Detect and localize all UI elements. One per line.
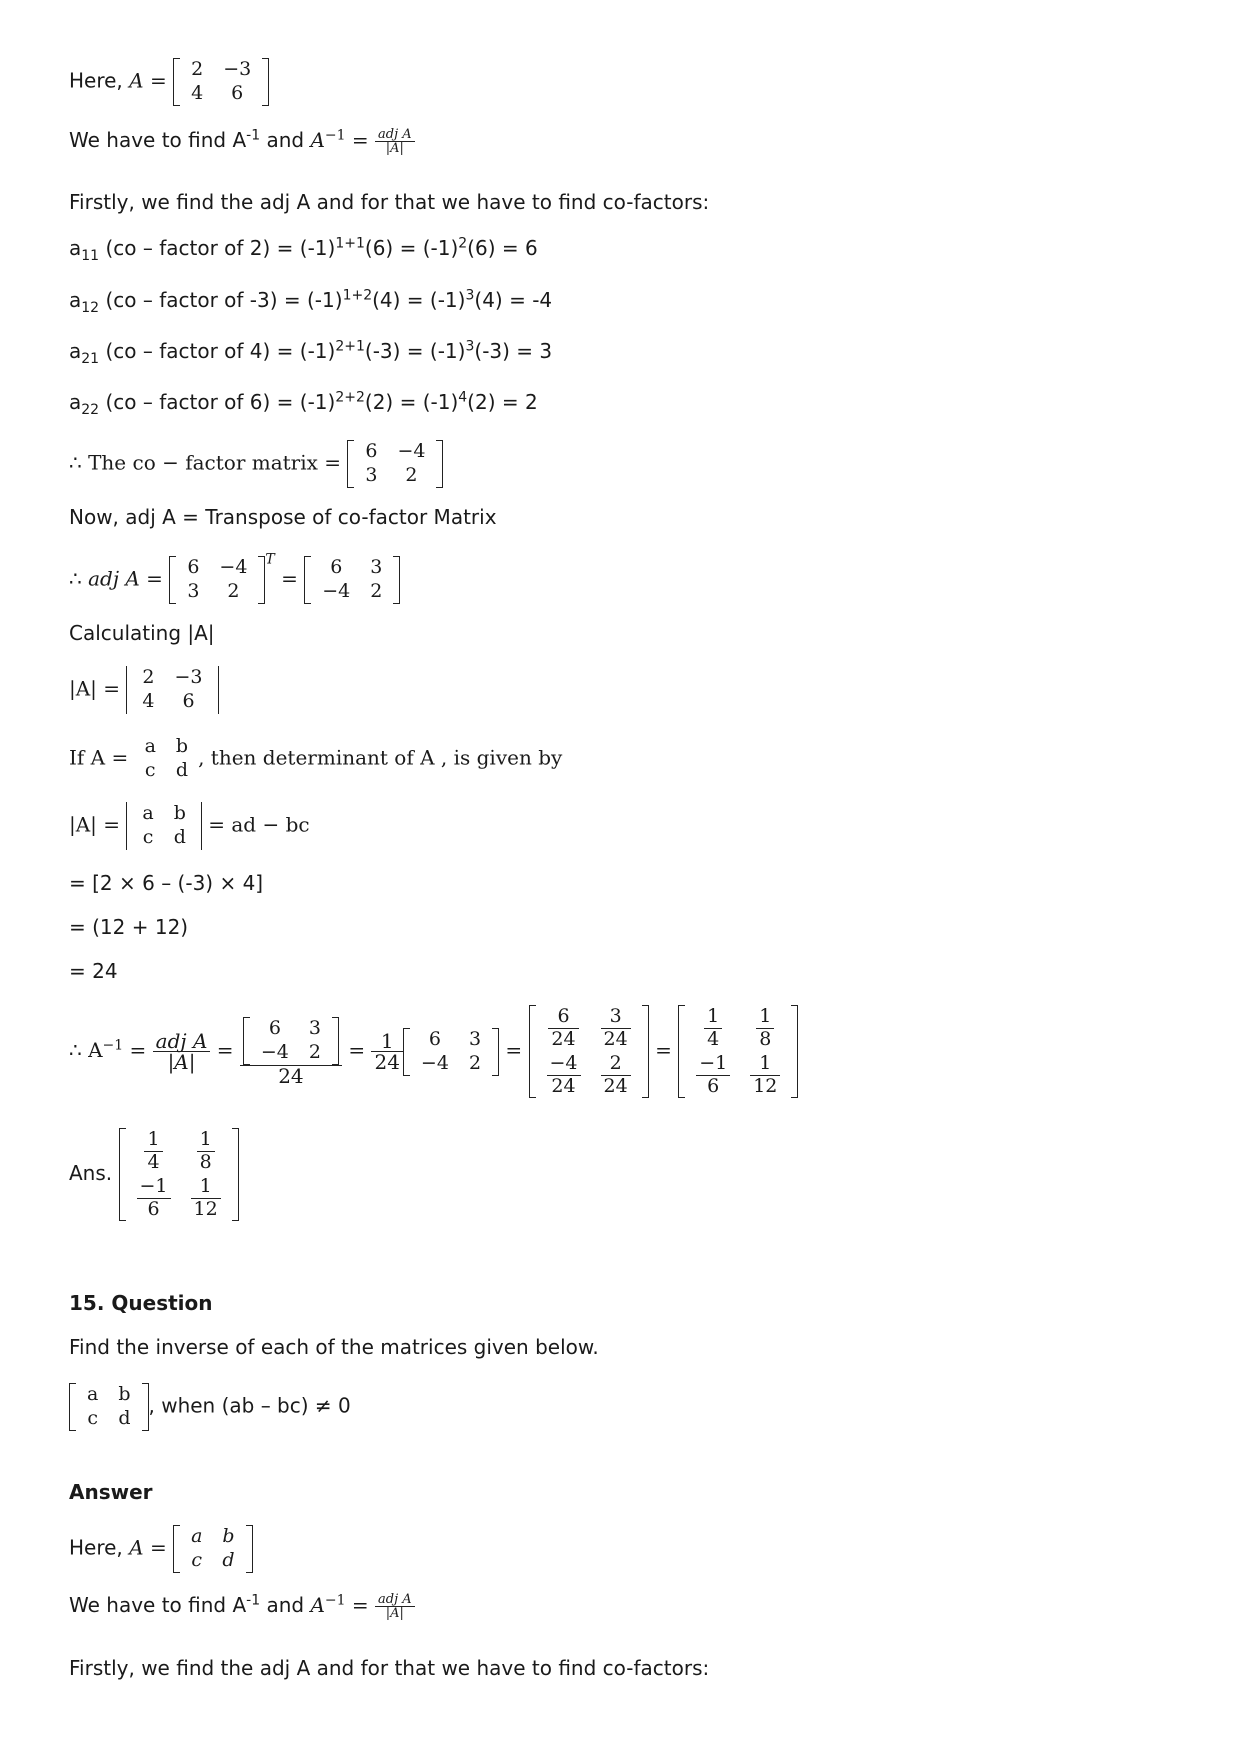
cell: d: [118, 1406, 131, 1429]
numerator: 1: [704, 1006, 722, 1029]
question-heading: 15. Question: [69, 1291, 213, 1315]
equals: =: [143, 68, 174, 93]
cell: 2: [191, 58, 204, 80]
cell: c: [87, 1406, 98, 1429]
general-matrix: [135, 735, 199, 783]
adj-definition: Now, adj A = Transpose of co-factor Matrix: [69, 505, 497, 529]
cell: −3: [174, 666, 203, 688]
superscript: 3: [465, 287, 475, 304]
numerator: 6: [548, 1006, 578, 1029]
denominator: 6: [147, 1197, 160, 1220]
cell: 2: [370, 579, 383, 602]
denominator: 24: [551, 1074, 576, 1097]
transpose-mark: T: [265, 551, 275, 568]
cell: 6: [268, 1017, 281, 1040]
cell: c: [144, 758, 156, 781]
text: (co – factor of 2) = (-1): [99, 236, 336, 260]
cell: 3: [468, 1027, 482, 1050]
text: (-3) = (-1): [364, 339, 466, 363]
answer-heading: Answer: [69, 1480, 153, 1504]
denominator: 24: [603, 1027, 628, 1050]
text: Here,: [69, 1535, 130, 1560]
cell: c: [191, 1548, 203, 1571]
numerator: 1: [750, 1053, 780, 1076]
cell: −4: [397, 440, 426, 462]
ans-label: Ans.: [69, 1161, 113, 1186]
superscript: 2: [458, 235, 468, 252]
denominator: |A|: [385, 1606, 404, 1621]
cell: 6: [365, 440, 378, 462]
cell: a: [191, 1525, 203, 1547]
cell: c: [142, 825, 154, 848]
fraction: [375, 128, 415, 155]
cofactor-a21: [69, 338, 553, 367]
cell: 6: [187, 556, 200, 578]
fraction-adj-over-det: [153, 1029, 211, 1075]
numerator: adj A: [375, 1593, 415, 1607]
cofactor-intro: Firstly, we find the adj A and for that we have to find co-factors:: [69, 190, 710, 214]
text: (co – factor of -3) = (-1): [99, 288, 343, 312]
denominator: 6: [707, 1074, 720, 1097]
cell: 6: [182, 689, 195, 712]
cell: 6: [330, 556, 343, 578]
text: (co – factor of 6) = (-1): [99, 390, 336, 414]
cell: b: [222, 1525, 235, 1547]
cell: −4: [260, 1041, 289, 1064]
cell: d: [175, 758, 189, 781]
text: a: [69, 390, 82, 414]
fraction: [375, 1593, 415, 1620]
cell: b: [118, 1383, 131, 1405]
text: (-3) = 3: [474, 339, 553, 363]
denominator: 4: [147, 1150, 160, 1173]
cell: 4: [191, 81, 204, 104]
superscript: −1: [102, 1037, 124, 1054]
det-matrix: [126, 666, 218, 714]
simplified-matrix: [678, 1005, 798, 1098]
numerator: 1: [144, 1129, 162, 1152]
denominator: 8: [199, 1150, 212, 1173]
var-a: A: [310, 1593, 325, 1617]
cell: a: [144, 735, 156, 757]
cell: a: [142, 802, 154, 824]
denominator: 12: [753, 1074, 778, 1097]
superscript: 2+2: [335, 389, 365, 406]
superscript: 4: [458, 389, 468, 406]
text: a: [69, 236, 82, 260]
det-formula-line: [69, 802, 310, 850]
det-result: = 24: [69, 959, 118, 983]
superscript: -1: [246, 1592, 261, 1609]
numerator: 1: [197, 1129, 215, 1152]
text: We have to find A: [69, 128, 247, 152]
text: = ad − bc: [201, 812, 310, 837]
equals: =: [345, 1593, 376, 1617]
fraction-matrix: [529, 1005, 649, 1098]
cell: 4: [142, 689, 155, 712]
superscript: 1+2: [342, 287, 373, 304]
text: (co – factor of 4) = (-1): [99, 339, 336, 363]
numerator: adj A: [153, 1031, 211, 1052]
cell: 3: [308, 1017, 321, 1040]
cell: −4: [219, 556, 248, 578]
var-a: A: [129, 68, 144, 93]
adj-label: adj A: [88, 566, 140, 591]
cofactor-a12: [69, 287, 553, 316]
question-text: Find the inverse of each of the matrices given below.: [69, 1335, 599, 1359]
var-a: A: [310, 128, 325, 152]
text: , then determinant of A , is given by: [198, 745, 563, 770]
text: (2) = 2: [467, 390, 538, 414]
text: |A| =: [69, 812, 127, 837]
numerator: −4: [547, 1053, 581, 1076]
det-step-1: = [2 × 6 – (-3) × 4]: [69, 871, 264, 895]
equals: =: [274, 566, 305, 591]
det-general-matrix: [126, 802, 202, 850]
cofactor-a22: [69, 389, 538, 418]
cell: 3: [365, 463, 378, 486]
cell: d: [173, 825, 186, 848]
cell: 2: [227, 579, 240, 602]
text: If A =: [69, 745, 135, 770]
cell: b: [175, 735, 189, 757]
cell: 6: [428, 1027, 441, 1050]
subscript: 21: [81, 351, 100, 367]
subscript: 11: [81, 248, 100, 264]
denominator: |A|: [167, 1050, 196, 1075]
question-matrix-line: [69, 1383, 351, 1431]
superscript: 3: [465, 338, 475, 355]
cell: 6: [231, 81, 244, 104]
numerator: −1: [137, 1176, 171, 1199]
det-a-line: [69, 666, 219, 714]
text: (4) = (-1): [372, 288, 466, 312]
cofactor-a11: [69, 235, 538, 264]
text: ∴: [69, 566, 89, 591]
adj-matrix: [243, 1017, 339, 1065]
subscript: 22: [81, 402, 100, 418]
cell: 2: [308, 1041, 321, 1064]
numerator: 1: [191, 1176, 221, 1199]
condition: , when (ab – bc) ≠ 0: [148, 1393, 351, 1418]
find-inverse-line-2: [69, 1593, 415, 1620]
equals: =: [143, 1535, 174, 1560]
text: (2) = (-1): [364, 390, 459, 414]
text: (6) = 6: [467, 236, 538, 260]
superscript: −1: [324, 1592, 346, 1609]
subscript: 12: [81, 300, 100, 316]
text: and: [260, 1593, 311, 1617]
adj-matrix: [403, 1028, 499, 1076]
cell: −4: [322, 579, 351, 602]
cell: 2: [405, 463, 418, 486]
cofactor-matrix: [169, 556, 265, 604]
cell: −4: [420, 1051, 449, 1074]
text: We have to find A: [69, 1593, 247, 1617]
equals: =: [345, 128, 376, 152]
denominator: |A|: [385, 141, 404, 156]
superscript: 1+1: [335, 235, 365, 252]
one-over-24: [371, 1029, 402, 1075]
cell: 3: [370, 556, 383, 578]
cell: 3: [187, 579, 200, 602]
text: ∴ The co − factor matrix =: [69, 450, 348, 475]
cell: 2: [468, 1051, 482, 1074]
cofactor-matrix-line: [69, 440, 443, 488]
denominator: 24: [603, 1074, 628, 1097]
cofactor-intro-2: Firstly, we find the adj A and for that we have to find co-factors:: [69, 1656, 710, 1680]
numerator: 1: [371, 1031, 402, 1052]
matrix-a: [173, 58, 269, 106]
cell: b: [173, 802, 186, 824]
answer-line: [69, 1128, 239, 1221]
here-a-line: [69, 58, 269, 106]
question-matrix: [69, 1383, 149, 1431]
numerator: 1: [756, 1006, 774, 1029]
denominator: 8: [759, 1027, 772, 1050]
adj-a-line: [69, 551, 400, 604]
here-a-general-line: [69, 1525, 253, 1573]
cell: 2: [142, 666, 155, 688]
denominator: 24: [278, 1064, 304, 1089]
numerator: −1: [696, 1053, 730, 1076]
text: (4) = -4: [474, 288, 553, 312]
numerator: 2: [601, 1053, 631, 1076]
answer-matrix: [119, 1128, 239, 1221]
text: |A| =: [69, 676, 127, 701]
equals: =: [139, 566, 170, 591]
text: ∴ A: [69, 1038, 103, 1063]
text: (6) = (-1): [364, 236, 459, 260]
cell: a: [87, 1383, 99, 1405]
numerator: adj A: [375, 128, 415, 142]
denominator: 12: [193, 1197, 218, 1220]
cofactor-matrix: [347, 440, 443, 488]
text: a: [69, 339, 82, 363]
text: a: [69, 288, 82, 312]
cell: d: [222, 1548, 235, 1571]
matrix-a-general: [173, 1525, 253, 1573]
superscript: 2+1: [335, 338, 365, 355]
denominator: 24: [374, 1050, 400, 1075]
superscript: -1: [246, 127, 261, 144]
denominator: 4: [707, 1027, 720, 1050]
fraction-matrix-over-24: [240, 1017, 342, 1089]
numerator: 3: [601, 1006, 631, 1029]
text: Here,: [69, 68, 130, 93]
cell: −3: [223, 58, 252, 80]
find-inverse-line: [69, 128, 415, 155]
superscript: −1: [324, 127, 346, 144]
det-step-2: = (12 + 12): [69, 915, 189, 939]
if-a-line: [69, 735, 562, 783]
calc-det-heading: Calculating |A|: [69, 621, 215, 645]
inverse-computation: ∴ $A^{-1}$ = $\frac{\text{adj A}}{|A|}$ = 6 3 −4 2 24 = $\frac{1}{24}$ 6 3 −4 2 = $\frac{6}{24}$ $\frac{3}{24}$ $\frac{-4}{24}$ $\frac{2}{24}$ = $\frac{1}{4}$ $\frac{1}{8}$ $\frac{-1}{6}$ $\frac{1}{12}$: [69, 1005, 798, 1098]
text: and: [260, 128, 311, 152]
denominator: 24: [551, 1027, 576, 1050]
equals: =: [123, 1038, 153, 1063]
adj-matrix: [304, 556, 400, 604]
var-a: A: [129, 1535, 144, 1560]
